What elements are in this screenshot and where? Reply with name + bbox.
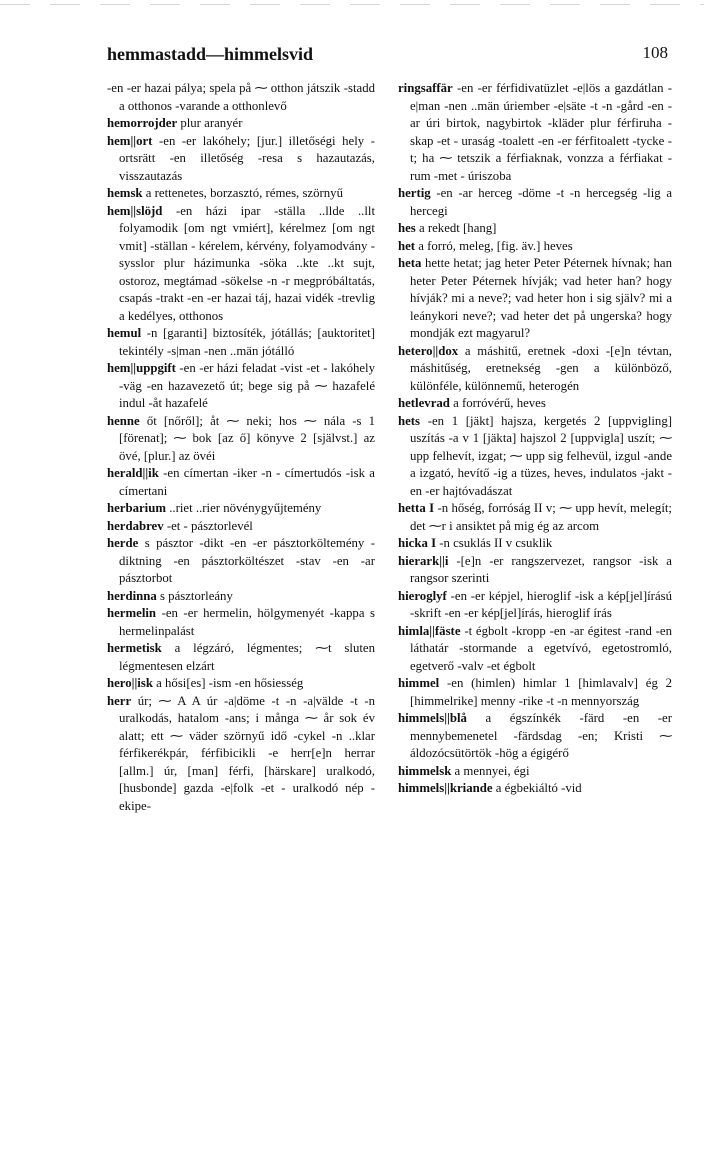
entry-headword: himmels||blå	[398, 711, 467, 725]
dictionary-entry	[398, 395, 672, 413]
dictionary-entry	[398, 343, 672, 396]
left-column	[107, 80, 375, 815]
entry-text: a máshitű, eretnek -doxi -[e]n tévtan, máshitűség, eretnekség -gen a különböző, különféle, különnemű, heterogén	[410, 343, 672, 393]
dictionary-entry	[107, 413, 375, 466]
entry-headword: hem||uppgift	[107, 361, 176, 375]
entry-headword: hierark||i	[398, 553, 449, 568]
dictionary-entry	[398, 763, 672, 781]
entry-headword: het	[398, 238, 416, 253]
right-column	[398, 80, 672, 798]
entry-headword: hermetisk	[107, 641, 162, 655]
dictionary-entry	[107, 518, 375, 536]
entry-headword: hets	[398, 413, 421, 428]
dictionary-entry	[398, 588, 672, 623]
dictionary-entry	[107, 203, 375, 326]
dictionary-entry	[398, 623, 672, 676]
dictionary-entry	[107, 500, 375, 518]
entry-text: -en -er képjel, hieroglif -isk a kép[jel]írású -skrift -en -er kép[jel]írás, hieroglif írás	[410, 588, 672, 620]
entry-headword: hetero||dox	[398, 343, 459, 358]
entry-headword: henne	[107, 413, 140, 428]
entry-text: -n [garanti] biztosíték, jótállás; [auktoritet] tekintély -s|man -nen ..män jótálló	[119, 326, 375, 358]
dictionary-entry	[107, 133, 375, 186]
entry-text: -en (himlen) himlar 1 [himlavalv] ég 2 [himmelrike] menny -rike -t -n mennyország	[410, 676, 673, 708]
entry-text: a égbekiáltó -vid	[495, 781, 582, 795]
entry-text: -en 1 [jäkt] hajsza, kergetés 2 [uppvigling] uszítás -a v 1 [jäkta] hajszol 2 [uppvigla] uszít; ⁓ upp felhevít, izgat; ⁓ upp sig felhevül, izgul -ande a izgató, hevítő -ig a tüzes, heves, indulatos -jakt -en -er hajtóvadászat	[410, 413, 672, 498]
entry-text: -en -er hermelin, hölgymenyét -kappa s hermelinpalást	[119, 606, 375, 638]
entry-headword: himmelsk	[398, 763, 452, 778]
dictionary-entry	[398, 535, 672, 553]
entry-headword: heta	[398, 256, 422, 270]
entry-headword: himmels||kriande	[398, 781, 493, 795]
dictionary-entry	[398, 553, 672, 588]
entry-text: a rettenetes, borzasztó, rémes, szörnyű	[145, 186, 343, 200]
entry-headword: herbarium	[107, 501, 167, 515]
entry-headword: ringsaffär	[398, 81, 453, 95]
dictionary-entry	[398, 185, 672, 220]
entry-headword: hetlevrad	[398, 396, 450, 410]
dictionary-entry	[107, 588, 375, 606]
entry-text: -n csuklás II v csuklik	[439, 536, 553, 550]
entry-headword: himla||fäste	[398, 623, 461, 638]
dictionary-entry	[398, 500, 672, 535]
entry-text: a légzáró, légmentes; ⁓t sluten légmentesen elzárt	[119, 641, 375, 673]
entry-text: ..riet ..rier növénygyűjtemény	[169, 501, 322, 515]
entry-headword: hertig	[398, 186, 431, 200]
entry-headword: hemsk	[107, 186, 143, 200]
dictionary-entry	[398, 413, 672, 501]
entry-headword: hero||isk	[107, 676, 153, 690]
entry-headword: hem||ort	[107, 133, 153, 148]
entry-text: -en -er házi feladat -vist -et - lakóhely -väg -en hazavezető út; bege sig på ⁓ hazafelé indul -åt hazafelé	[119, 361, 375, 410]
entry-text: -en házi ipar -ställa ..llde ..llt folyamodik [om ngt vmiért], kérelmez [om ngt vmit] -ställan - kérelem, kérvény, folyamodvány -sysslor plur házimunka -söka ..kte ..kt sujt, ostoroz, megtámad -sökelse -n -r megpróbáltatás, csapás -trakt -en -er hazai táj, hazai vidék -trevlig a kedélyes, otthonos	[119, 203, 376, 323]
entry-text: -en -ar herceg -döme -t -n hercegség -lig a hercegi	[410, 186, 672, 218]
entry-text: -en -er hazai pálya; spela på ⁓ otthon játszik -stadd a otthonos -varande a otthonlevő	[107, 81, 375, 113]
entry-text: hette hetat; jag heter Peter Péternek hívnak; han heter Peter Péternek hívják; vad heter han? hogy hívják? mi a neve?; vad heter hon i sig själv? mi a leánykori neve?; vad heter det på ungerska? hogy mondják ezt magyarul?	[410, 256, 672, 340]
dictionary-entry	[398, 80, 672, 185]
dictionary-entry	[398, 238, 672, 256]
entry-headword: herdabrev	[107, 518, 164, 533]
entry-headword: herde	[107, 536, 139, 550]
entry-text: -n hőség, forróság II v; ⁓ upp hevít, melegít; det ⁓r i ansiktet på mig ég az arcom	[410, 501, 672, 533]
entry-text: s pásztor -dikt -en -er pásztorköltemény -diktning -en pásztorköltészet -stav -en -ar pásztorbot	[119, 536, 375, 585]
entry-headword: hetta I	[398, 501, 435, 515]
entry-text: a forró, meleg, [fig. äv.] heves	[418, 238, 573, 253]
entry-headword: hicka I	[398, 536, 437, 550]
entry-text: a hősi[es] -ism -en hősiesség	[156, 676, 304, 690]
scan-artifact-rule	[0, 4, 704, 5]
entry-headword: hemul	[107, 326, 142, 340]
entry-headword: hemorrojder	[107, 116, 178, 130]
dictionary-entry	[107, 115, 375, 133]
entry-text: -en -er lakóhely; [jur.] illetőségi hely -ortsrätt -en illetőség -resa s hazautazás, visszautazás	[119, 133, 376, 183]
dictionary-entry	[107, 465, 375, 500]
entry-headword: hieroglyf	[398, 588, 447, 603]
entry-headword: herr	[107, 693, 132, 708]
dictionary-entry	[398, 255, 672, 343]
entry-text: -t égbolt -kropp -en -ar égitest -rand -en láthatár -stormande a egetvívó, egetostromló, egetverő -valv -et égbolt	[410, 623, 673, 673]
dictionary-entry	[398, 675, 672, 710]
dictionary-entry	[107, 185, 375, 203]
dictionary-entry	[107, 675, 375, 693]
entry-text: -et - pásztorlevél	[166, 518, 253, 533]
entry-text: s pásztorleány	[160, 588, 233, 603]
entry-text: a mennyei, égi	[454, 763, 530, 778]
entry-text: -en -er férfidivatüzlet -e|lös a gazdátlan -e|man -nen ..män úriember -e|säte -t -n -gård -en -ar úri birtok, nagybirtok -kläder plur férfiruha -skap -et - uraság -toalett -en -er férfitoalett -tycke -t; ha ⁓ tetszik a férfiaknak, vonzza a férfiakat -rum -met - úriszoba	[410, 81, 672, 183]
dictionary-entry	[398, 780, 672, 798]
entry-headword: hes	[398, 221, 416, 235]
dictionary-entry	[107, 640, 375, 675]
entry-text: a forróvérű, heves	[453, 396, 546, 410]
dictionary-entry	[107, 605, 375, 640]
running-head: hemmastadd—himmelsvid	[107, 44, 314, 64]
dictionary-entry	[107, 693, 375, 816]
entry-headword: hermelin	[107, 606, 157, 620]
dictionary-entry	[398, 220, 672, 238]
entry-headword: himmel	[398, 676, 440, 690]
entry-text: a rekedt [hang]	[418, 221, 497, 235]
entry-text: -[e]n -er rangszervezet, rangsor -isk a rangsor szerinti	[410, 553, 672, 585]
entry-text: úr; ⁓ A A úr -a|döme -t -n -a|välde -t -n uralkodás, hatalom -ans; i många ⁓ år sok év alatt; ett ⁓ väder szörnyű idő -cykel -n ..klar férfikerékpár, férfibicikli -e herr[e]n herrar [allm.] úr, [man] férfi, [härskare] uralkodó, [husbonde] gazda -e|folk -et - uralkodó nép -ekipe-	[119, 693, 375, 813]
entry-text: -en címertan -iker -n - címertudós -isk a címertani	[119, 466, 375, 498]
entry-text: őt [nőről]; åt ⁓ neki; hos ⁓ nála -s 1 [förenat]; ⁓ bok [az ő] könyve 2 [självst.] az övé, [plur.] az övéi	[119, 413, 375, 463]
entry-text: a égszínkék -färd -en -er mennybemenetel -färdsdag -en; Kristi ⁓ áldozócsütörtök -hög a égigérő	[410, 711, 672, 760]
dictionary-entry	[107, 535, 375, 588]
entry-headword: hem||slöjd	[107, 203, 163, 218]
entry-headword: herdinna	[107, 588, 157, 603]
dictionary-entry	[107, 360, 375, 413]
page-number: 108	[642, 43, 668, 62]
entry-headword: herald||ik	[107, 466, 159, 480]
dictionary-entry	[398, 710, 672, 763]
dictionary-entry	[107, 80, 375, 115]
entry-text: plur aranyér	[180, 116, 243, 130]
dictionary-entry	[107, 325, 375, 360]
